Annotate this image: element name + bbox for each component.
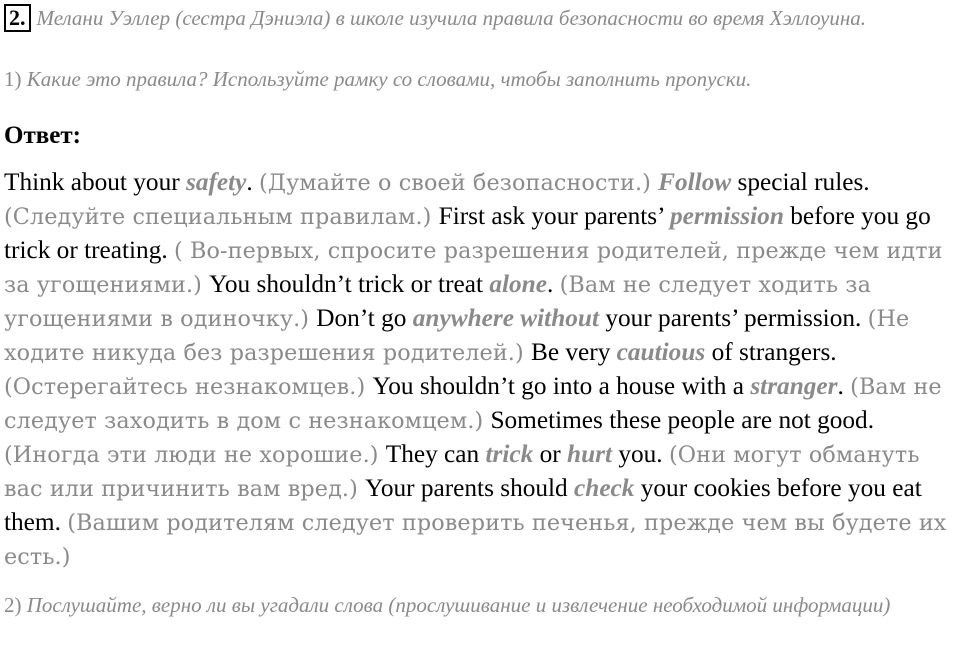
question-two-text: Послушайте, верно ли вы угадали слова (прослушивание и извлечение необходимой информации) — [26, 593, 891, 617]
russian-translation: (Вам не следует заходить в дом с незнакомцем.) — [4, 374, 942, 434]
russian-translation: (Думайте о своей безопасности.) — [259, 170, 659, 196]
russian-translation: (Вашим родителям следует проверить печенья, прежде чем вы будете их есть.) — [4, 510, 947, 570]
english-text: Your parents should — [365, 474, 575, 502]
answer-keyword: anywhere without — [412, 304, 600, 332]
english-text: of strangers. — [705, 338, 837, 366]
english-text: or — [533, 440, 567, 468]
answer-keyword: hurt — [567, 440, 613, 468]
english-text: your cookies before you eat them. — [4, 474, 922, 536]
question-two — [4, 590, 954, 620]
english-text: They can — [385, 440, 486, 468]
answer-label: Ответ: — [4, 122, 81, 149]
answer-keyword: safety — [185, 168, 247, 196]
task-header — [4, 4, 954, 33]
english-text: First ask your parents’ — [438, 202, 671, 230]
russian-translation: (Вам не следует ходить за угощениями в одиночку.) — [4, 272, 871, 332]
russian-translation: (Следуйте специальным правилам.) — [4, 204, 439, 230]
question-one-text: Какие это правила? Используйте рамку со словами, чтобы заполнить пропуски. — [26, 67, 752, 91]
english-text: You shouldn’t go into a house with a — [372, 372, 751, 400]
question-one-number: 1) — [4, 67, 22, 91]
task-number-badge: 2. — [4, 4, 31, 32]
answer-keyword: permission — [670, 202, 784, 230]
answer-keyword: Follow — [658, 168, 732, 196]
english-text: Don’t go — [316, 304, 413, 332]
russian-translation: ( Во-первых, спросите разрешения родителей, прежде чем идти за угощениями.) — [4, 238, 943, 298]
english-text: . — [546, 270, 560, 298]
russian-translation: (Они могут обмануть вас или причинить вам вред.) — [4, 442, 920, 502]
english-text: Think about your — [4, 168, 186, 196]
question-one — [4, 64, 751, 94]
answer-paragraph — [4, 166, 959, 574]
english-text: Sometimes these people are not good. — [490, 406, 875, 434]
english-text: You shouldn’t trick or treat — [209, 270, 490, 298]
question-two-number: 2) — [4, 593, 22, 617]
russian-translation: (Остерегайтесь незнакомцев.) — [4, 374, 373, 400]
english-text: special rules. — [731, 168, 870, 196]
answer-keyword: stranger — [750, 372, 838, 400]
english-text: Be very — [530, 338, 617, 366]
answer-keyword: trick — [485, 440, 534, 468]
task-intro: Мелани Уэллер (сестра Дэниэла) в школе изучила правила безопасности во время Хэллоуина. — [36, 6, 867, 30]
russian-translation: (Не ходите никуда без разрешения родителей.) — [4, 306, 910, 366]
russian-translation: (Иногда эти люди не хорошие.) — [4, 442, 386, 468]
english-text: you. — [612, 440, 669, 468]
english-text: your parents’ permission. — [599, 304, 868, 332]
english-text: . — [837, 372, 851, 400]
english-text: before you go trick or treating. — [4, 202, 931, 264]
answer-keyword: cautious — [616, 338, 706, 366]
answer-keyword: check — [574, 474, 635, 502]
answer-keyword: alone — [489, 270, 547, 298]
english-text: . — [246, 168, 260, 196]
